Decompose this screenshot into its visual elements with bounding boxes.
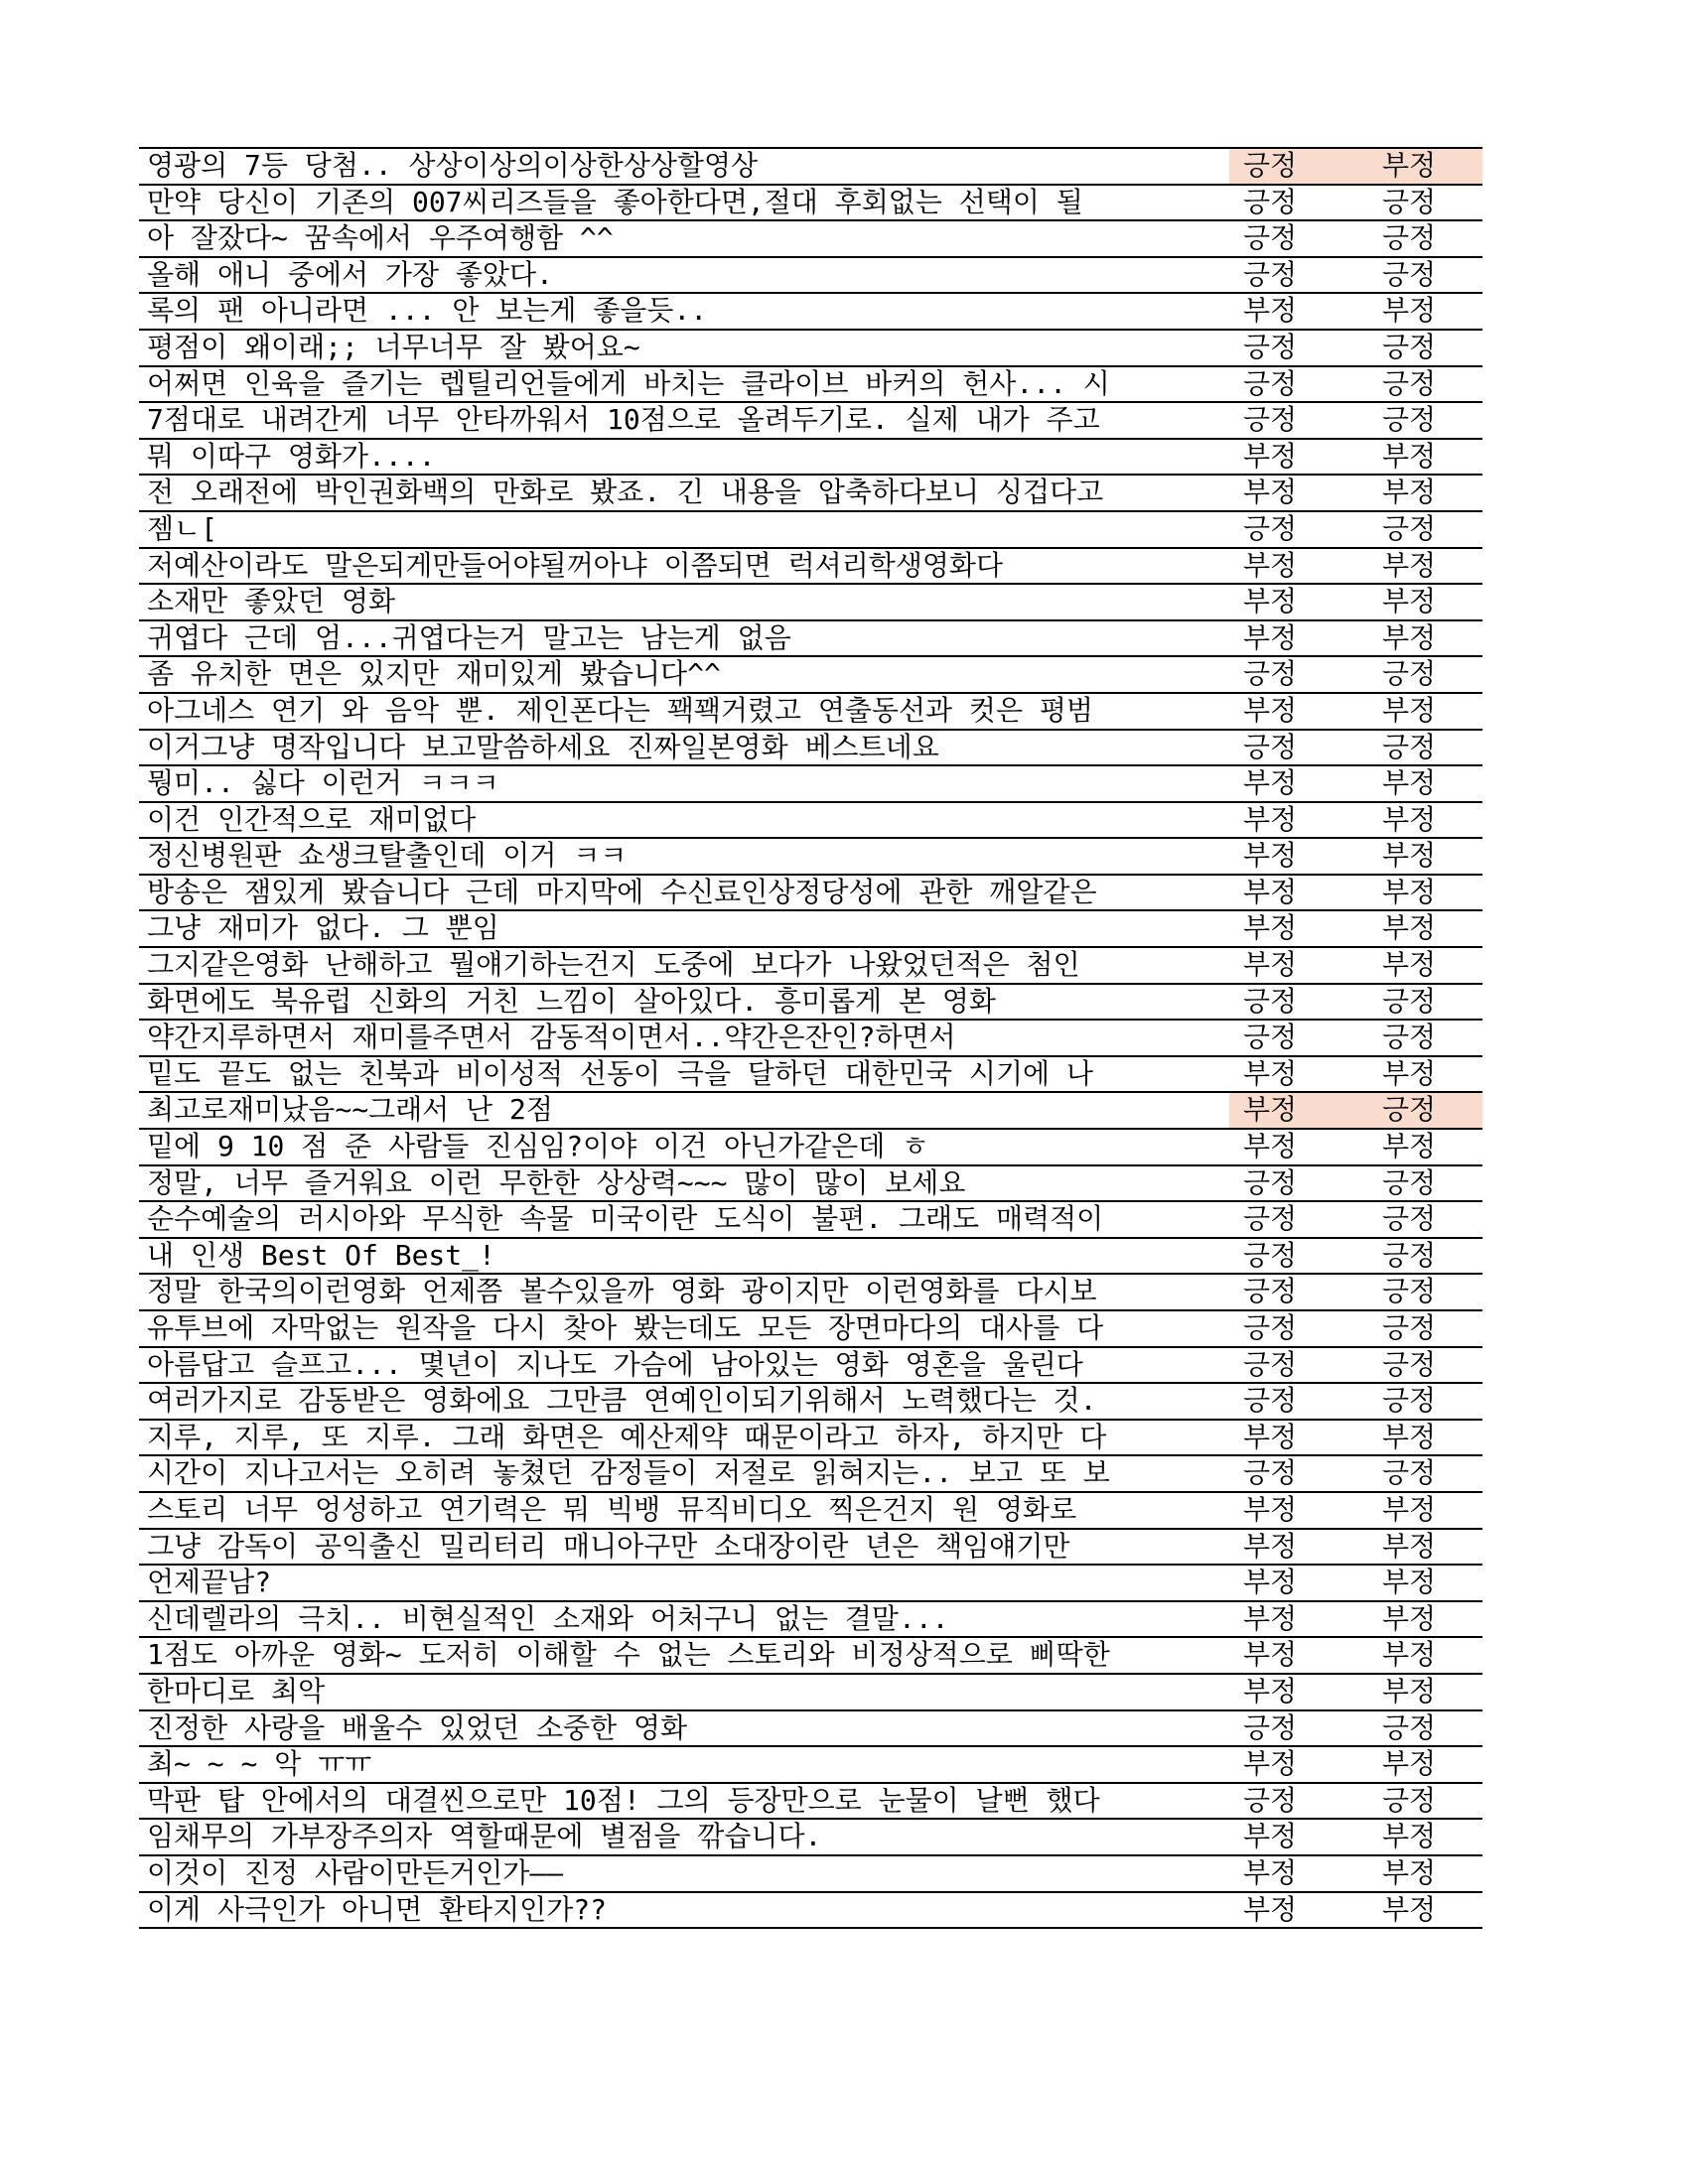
table-row: [139, 1602, 1482, 1639]
true-label-cell: 긍정: [1382, 330, 1437, 363]
table-row: [139, 1093, 1482, 1130]
table-row: [139, 221, 1482, 258]
predicted-label-cell: 긍정: [1243, 257, 1298, 291]
true-label-cell: 부정: [1368, 149, 1482, 184]
predicted-label-cell: 부정: [1243, 911, 1298, 945]
table-row: [139, 1239, 1482, 1276]
review-text-cell: 그냥 감독이 공익출신 밀리터리 매니아구만 소대장이란 년은 책임얘기만: [147, 1529, 1070, 1563]
table-row: [139, 1130, 1482, 1166]
predicted-label-cell: 부정: [1243, 439, 1298, 473]
predicted-label-cell: 긍정: [1243, 1238, 1298, 1272]
true-label-cell: 부정: [1382, 1056, 1437, 1090]
predicted-label-cell: 부정: [1243, 1529, 1298, 1563]
true-label-cell: 부정: [1382, 766, 1437, 800]
true-label-cell: 긍정: [1382, 257, 1437, 291]
table-row: [139, 731, 1482, 767]
true-label-cell: 긍정: [1382, 730, 1437, 763]
review-text-cell: 여러가지로 감동받은 영화에요 그만큼 연예인이되기위해서 노력했다는 것.: [147, 1384, 1097, 1418]
true-label-cell: 부정: [1382, 548, 1437, 582]
predicted-label-cell: 긍정: [1243, 1202, 1298, 1236]
review-text-cell: 록의 팬 아니라면 ... 안 보는게 좋을듯..: [147, 294, 708, 328]
true-label-cell: 긍정: [1382, 1202, 1437, 1236]
table-row: [139, 1384, 1482, 1421]
predicted-label-cell: 긍정: [1243, 511, 1298, 545]
review-text-cell: 최고로재미났음~~그래서 난 2점: [147, 1093, 553, 1127]
table-row: [139, 1202, 1482, 1239]
table-row: [139, 1638, 1482, 1675]
review-text-cell: 정말, 너무 즐거워요 이런 무한한 상상력~~~ 많이 많이 보세요: [147, 1165, 966, 1199]
table-row: [139, 1747, 1482, 1784]
true-label-cell: 긍정: [1382, 1347, 1437, 1381]
true-label-cell: 긍정: [1382, 1384, 1437, 1418]
true-label-cell: 부정: [1382, 1601, 1437, 1635]
true-label-cell: 긍정: [1382, 984, 1437, 1018]
table-row: [139, 1456, 1482, 1493]
review-text-cell: 화면에도 북유럽 신화의 거친 느낌이 살아있다. 흥미롭게 본 영화: [147, 984, 996, 1018]
predicted-label-cell: 긍정: [1243, 1165, 1298, 1199]
review-text-cell: 올해 애니 중에서 가장 좋았다.: [147, 257, 553, 291]
true-label-cell: 긍정: [1382, 1311, 1437, 1344]
table-row: [139, 403, 1482, 440]
review-text-cell: 정신병원판 쇼생크탈출인데 이거 ㅋㅋ: [147, 839, 628, 873]
true-label-cell: 부정: [1382, 875, 1437, 908]
predicted-label-cell: 부정: [1243, 1820, 1298, 1853]
review-text-cell: 유투브에 자막없는 원작을 다시 찾아 봤는데도 모든 장면마다의 대사를 다: [147, 1311, 1104, 1344]
review-text-cell: 뭥미.. 싫다 이런거 ㅋㅋㅋ: [147, 766, 499, 800]
true-label-cell: 부정: [1382, 839, 1437, 873]
true-label-cell: 부정: [1382, 802, 1437, 836]
table-row: [139, 911, 1482, 948]
review-text-cell: 신데렐라의 극치.. 비현실적인 소재와 어처구니 없는 결말...: [147, 1601, 949, 1635]
review-text-cell: 최~ ~ ~ 악 ㅠㅠ: [147, 1747, 372, 1781]
table-row: [139, 440, 1482, 477]
review-text-cell: 지루, 지루, 또 지루. 그래 화면은 예산제약 때문이라고 하자, 하지만 다: [147, 1420, 1107, 1453]
table-row: [139, 186, 1482, 222]
table-row: [139, 1311, 1482, 1348]
predicted-label-cell: 긍정: [1243, 185, 1298, 218]
true-label-cell: 긍정: [1382, 1165, 1437, 1199]
table-row: [139, 258, 1482, 295]
true-label-cell: 부정: [1382, 1892, 1437, 1926]
predicted-label-cell: 부정: [1243, 294, 1298, 328]
review-text-cell: 한마디로 최악: [147, 1674, 326, 1707]
review-sentiment-table: [139, 147, 1482, 1929]
table-row: [139, 512, 1482, 549]
predicted-label-cell: 부정: [1229, 1093, 1368, 1128]
review-text-cell: 전 오래전에 박인권화백의 만화로 봤죠. 긴 내용을 압축하다보니 싱겁다고: [147, 476, 1104, 509]
true-label-cell: 긍정: [1382, 511, 1437, 545]
review-text-cell: 1점도 아까운 영화~ 도저히 이해할 수 없는 스토리와 비정상적으로 삐딱한: [147, 1638, 1110, 1672]
true-label-cell: 긍정: [1382, 1238, 1437, 1272]
predicted-label-cell: 부정: [1243, 585, 1298, 618]
true-label-cell: 부정: [1382, 1820, 1437, 1853]
review-text-cell: 밑도 끝도 없는 친북과 비이성적 선동이 극을 달하던 대한민국 시기에 나: [147, 1056, 1093, 1090]
review-text-cell: 7점대로 내려간게 너무 안타까워서 10점으로 올려두기로. 실제 내가 주고: [147, 403, 1100, 437]
true-label-cell: 부정: [1382, 620, 1437, 654]
predicted-label-cell: 부정: [1243, 1601, 1298, 1635]
true-label-cell: 긍정: [1382, 1783, 1437, 1817]
predicted-label-cell: 긍정: [1243, 221, 1298, 255]
review-text-cell: 젬ㄴ[: [147, 511, 217, 545]
predicted-label-cell: 부정: [1243, 802, 1298, 836]
true-label-cell: 부정: [1382, 693, 1437, 727]
review-text-cell: 만약 당신이 기존의 007씨리즈들을 좋아한다면,절대 후회없는 선택이 될: [147, 185, 1083, 218]
table-row: [139, 694, 1482, 731]
review-text-cell: 저예산이라도 말은되게만들어야될꺼아냐 이쯤되면 럭셔리학생영화다: [147, 548, 1004, 582]
predicted-label-cell: 부정: [1243, 1747, 1298, 1781]
review-text-cell: 이게 사극인가 아니면 환타지인가??: [147, 1892, 607, 1926]
true-label-cell: 부정: [1382, 1420, 1437, 1453]
review-text-cell: 좀 유치한 면은 있지만 재미있게 봤습니다^^: [147, 657, 721, 691]
predicted-label-cell: 긍정: [1243, 1347, 1298, 1381]
review-text-cell: 시간이 지나고서는 오히려 놓쳤던 감정들이 저절로 읽혀지는.. 보고 또 보: [147, 1456, 1110, 1490]
review-text-cell: 약간지루하면서 재미를주면서 감동적이면서..약간은잔인?하면서: [147, 1021, 956, 1054]
review-text-cell: 언제끝남?: [147, 1566, 272, 1599]
predicted-label-cell: 긍정: [1243, 1384, 1298, 1418]
table-row: [139, 476, 1482, 512]
predicted-label-cell: 긍정: [1243, 1710, 1298, 1744]
predicted-label-cell: 부정: [1243, 620, 1298, 654]
table-row: [139, 1566, 1482, 1602]
table-row: [139, 1057, 1482, 1094]
true-label-cell: 부정: [1382, 294, 1437, 328]
predicted-label-cell: 긍정: [1243, 657, 1298, 691]
review-text-cell: 그지같은영화 난해하고 뭘얘기하는건지 도중에 보다가 나왔었던적은 첨인: [147, 948, 1080, 982]
review-text-cell: 뭐 이따구 영화가....: [147, 439, 436, 473]
true-label-cell: 부정: [1382, 1747, 1437, 1781]
table-row: [139, 621, 1482, 658]
review-text-cell: 막판 탑 안에서의 대결씬으로만 10점! 그의 등장만으로 눈물이 날뻔 했다: [147, 1783, 1100, 1817]
table-row: [139, 331, 1482, 367]
predicted-label-cell: 부정: [1243, 1855, 1298, 1889]
predicted-label-cell: 긍정: [1243, 1275, 1298, 1308]
true-label-cell: 부정: [1382, 476, 1437, 509]
predicted-label-cell: 부정: [1243, 1056, 1298, 1090]
table-row: [139, 839, 1482, 876]
predicted-label-cell: 부정: [1243, 1892, 1298, 1926]
review-text-cell: 정말 한국의이런영화 언제쯤 볼수있을까 영화 광이지만 이런영화를 다시보: [147, 1275, 1097, 1308]
table-row: [139, 1820, 1482, 1856]
predicted-label-cell: 부정: [1243, 948, 1298, 982]
table-row: [139, 985, 1482, 1022]
true-label-cell: 긍정: [1382, 185, 1437, 218]
predicted-label-cell: 부정: [1243, 476, 1298, 509]
predicted-label-cell: 부정: [1243, 1130, 1298, 1163]
true-label-cell: 긍정: [1382, 1275, 1437, 1308]
review-text-cell: 귀엽다 근데 엄...귀엽다는거 말고는 남는게 없음: [147, 620, 791, 654]
predicted-label-cell: 부정: [1243, 548, 1298, 582]
predicted-label-cell: 긍정: [1243, 1783, 1298, 1817]
table-row: [139, 803, 1482, 840]
predicted-label-cell: 긍정: [1229, 149, 1368, 184]
predicted-label-cell: 긍정: [1243, 403, 1298, 437]
true-label-cell: 부정: [1382, 1566, 1437, 1599]
review-text-cell: 평점이 왜이래;; 너무너무 잘 봤어요~: [147, 330, 640, 363]
true-label-cell: 부정: [1382, 1130, 1437, 1163]
true-label-cell: 부정: [1382, 585, 1437, 618]
review-text-cell: 방송은 잼있게 봤습니다 근데 마지막에 수신료인상정당성에 관한 깨알같은: [147, 875, 1097, 908]
table-row: [139, 367, 1482, 404]
table-row: [139, 1348, 1482, 1385]
true-label-cell: 부정: [1382, 948, 1437, 982]
review-text-cell: 내 인생 Best Of Best_!: [147, 1238, 495, 1272]
predicted-label-cell: 긍정: [1243, 330, 1298, 363]
predicted-label-cell: 긍정: [1243, 984, 1298, 1018]
predicted-label-cell: 긍정: [1243, 1021, 1298, 1054]
true-label-cell: 부정: [1382, 911, 1437, 945]
predicted-label-cell: 긍정: [1243, 1456, 1298, 1490]
review-text-cell: 밑에 9 10 점 준 사람들 진심임?이야 이건 아닌가같은데 ㅎ: [147, 1130, 929, 1163]
table-row: [139, 1530, 1482, 1567]
table-row: [139, 1856, 1482, 1893]
true-label-cell: 긍정: [1382, 657, 1437, 691]
predicted-label-cell: 부정: [1243, 1674, 1298, 1707]
predicted-label-cell: 부정: [1243, 1420, 1298, 1453]
table-row: [139, 1784, 1482, 1821]
true-label-cell: 긍정: [1382, 1456, 1437, 1490]
table-row: [139, 1893, 1482, 1930]
table-row: [139, 1275, 1482, 1311]
table-row: [139, 876, 1482, 912]
true-label-cell: 긍정: [1382, 366, 1437, 400]
predicted-label-cell: 부정: [1243, 1566, 1298, 1599]
review-text-cell: 아름답고 슬프고... 몇년이 지나도 가슴에 남아있는 영화 영혼을 울린다: [147, 1347, 1083, 1381]
review-text-cell: 그냥 재미가 없다. 그 뿐임: [147, 911, 499, 945]
true-label-cell: 부정: [1382, 1638, 1437, 1672]
true-label-cell: 긍정: [1382, 1021, 1437, 1054]
true-label-cell: 긍정: [1368, 1093, 1482, 1128]
table-row: [139, 585, 1482, 621]
table-row: [139, 948, 1482, 985]
table-row: [139, 1493, 1482, 1530]
predicted-label-cell: 부정: [1243, 1638, 1298, 1672]
review-text-cell: 영광의 7등 당첨.. 상상이상의이상한상상할영상: [147, 149, 759, 182]
true-label-cell: 부정: [1382, 1529, 1437, 1563]
table-row: [139, 1166, 1482, 1203]
true-label-cell: 긍정: [1382, 403, 1437, 437]
table-row: [139, 1675, 1482, 1711]
review-text-cell: 스토리 너무 엉성하고 연기력은 뭐 빅뱅 뮤직비디오 찍은건지 원 영화로: [147, 1492, 1077, 1526]
review-text-cell: 진정한 사랑을 배울수 있었던 소중한 영화: [147, 1710, 688, 1744]
review-text-cell: 소재만 좋았던 영화: [147, 585, 396, 618]
true-label-cell: 부정: [1382, 1674, 1437, 1707]
predicted-label-cell: 부정: [1243, 875, 1298, 908]
true-label-cell: 부정: [1382, 1855, 1437, 1889]
predicted-label-cell: 부정: [1243, 766, 1298, 800]
true-label-cell: 긍정: [1382, 1710, 1437, 1744]
predicted-label-cell: 긍정: [1243, 730, 1298, 763]
review-text-cell: 아 잘잤다~ 꿈속에서 우주여행함 ^^: [147, 221, 614, 255]
predicted-label-cell: 부정: [1243, 693, 1298, 727]
review-text-cell: 이것이 진정 사람이만든거인가——: [147, 1855, 564, 1889]
review-text-cell: 어쩌면 인육을 즐기는 렙틸리언들에게 바치는 클라이브 바커의 헌사... 시: [147, 366, 1110, 400]
true-label-cell: 부정: [1382, 439, 1437, 473]
table-row: [139, 1021, 1482, 1057]
table-row: [139, 149, 1482, 186]
predicted-label-cell: 긍정: [1243, 1311, 1298, 1344]
table-row: [139, 294, 1482, 331]
review-text-cell: 이거그냥 명작입니다 보고말씀하세요 진짜일본영화 베스트네요: [147, 730, 939, 763]
review-text-cell: 이건 인간적으로 재미없다: [147, 802, 477, 836]
predicted-label-cell: 부정: [1243, 839, 1298, 873]
table-row: [139, 657, 1482, 694]
review-text-cell: 임채무의 가부장주의자 역할때문에 별점을 깎습니다.: [147, 1820, 822, 1853]
table-row: [139, 1421, 1482, 1457]
table-row: [139, 549, 1482, 586]
review-text-cell: 순수예술의 러시아와 무식한 속물 미국이란 도식이 불편. 그래도 매력적이: [147, 1202, 1104, 1236]
true-label-cell: 부정: [1382, 1492, 1437, 1526]
review-text-cell: 아그네스 연기 와 음악 뿐. 제인폰다는 꽥꽥거렸고 연출동선과 컷은 평범: [147, 693, 1093, 727]
table-row: [139, 1711, 1482, 1748]
predicted-label-cell: 긍정: [1243, 366, 1298, 400]
true-label-cell: 긍정: [1382, 221, 1437, 255]
table-row: [139, 766, 1482, 803]
predicted-label-cell: 부정: [1243, 1492, 1298, 1526]
